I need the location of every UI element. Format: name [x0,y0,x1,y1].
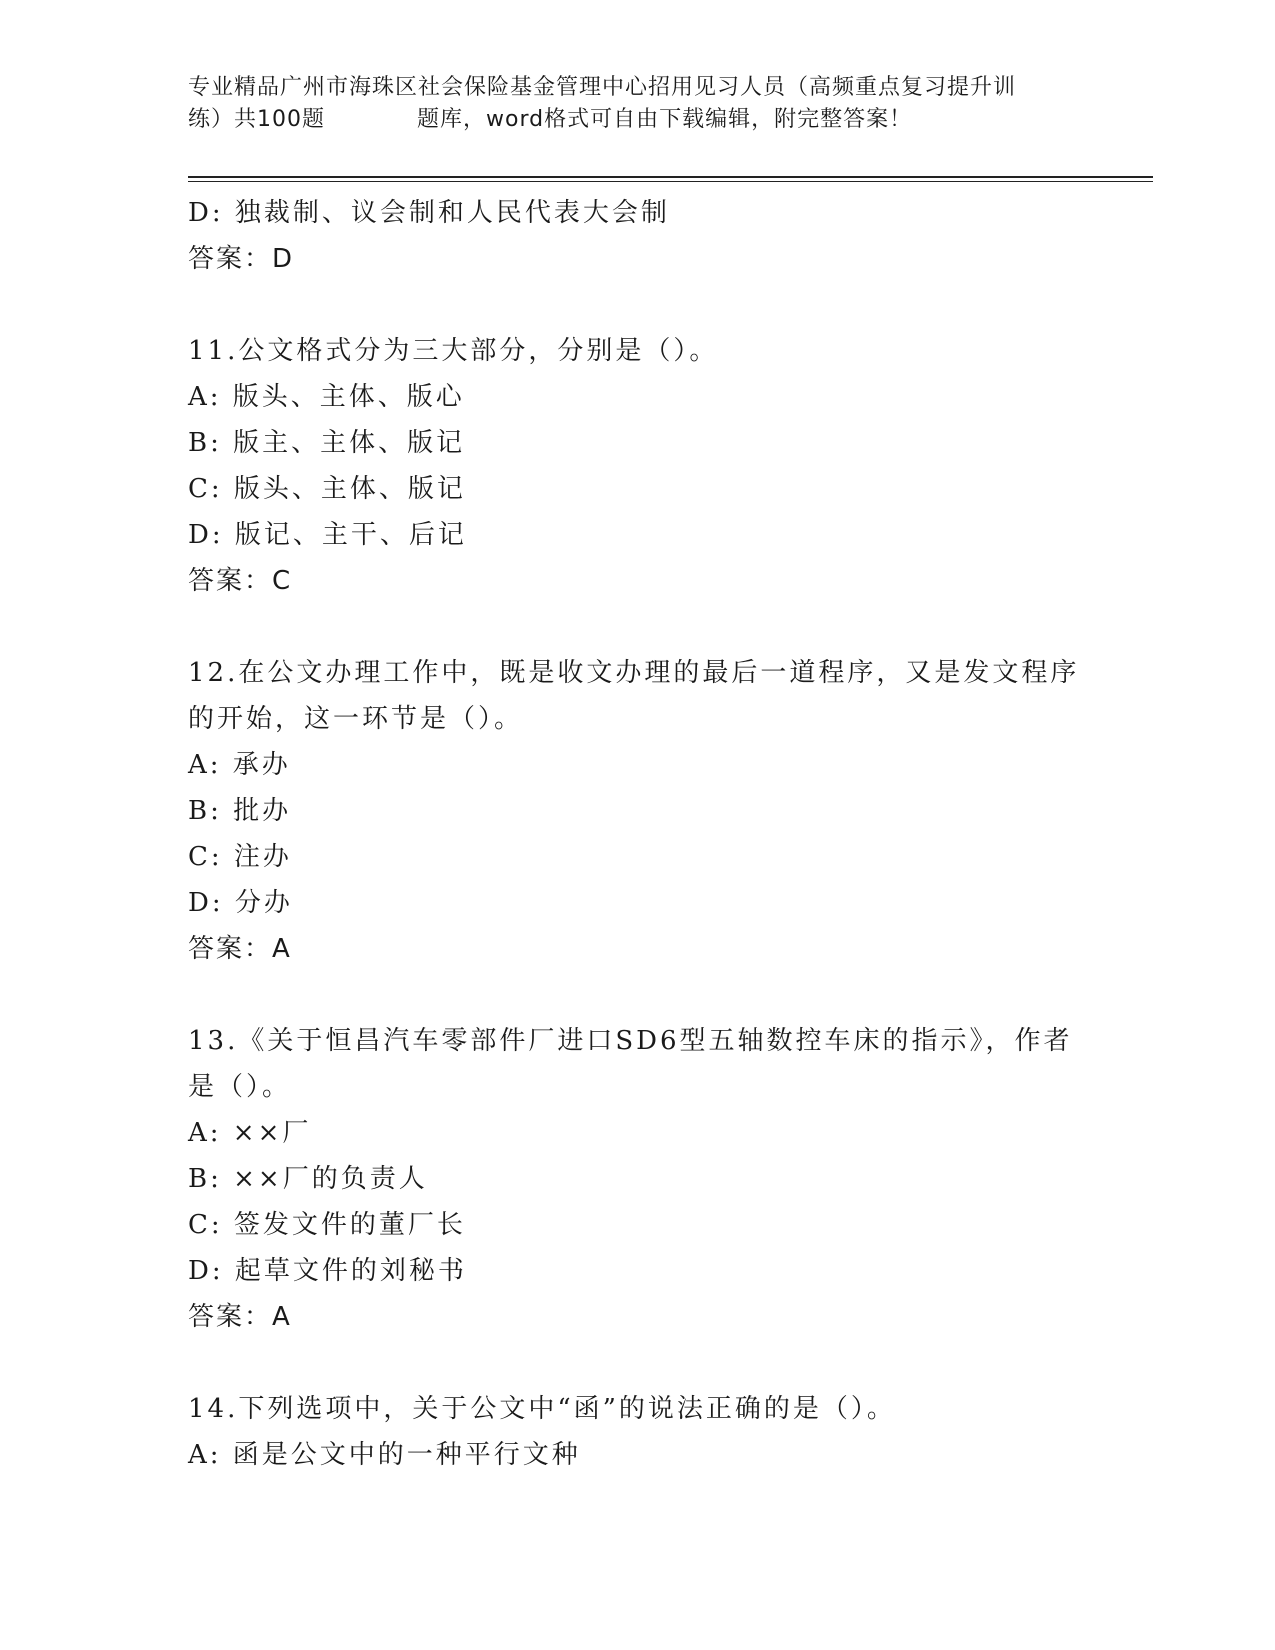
q11-option-a: A: 版头、主体、版心 [188,382,465,412]
q14-stem: 14.下列选项中，关于公文中“函”的说法正确的是（）。 [188,1394,896,1424]
q12-stem-line-1: 12.在公文办理工作中，既是收文办理的最后一道程序，又是发文程序 [188,658,1080,688]
q13-stem-line-2: 是（）。 [188,1072,292,1102]
q13-option-d: D: 起草文件的刘秘书 [188,1256,467,1286]
q13-answer: 答案：A [188,1302,292,1332]
q11-stem: 11.公文格式分为三大部分，分别是（）。 [188,336,719,366]
header-rule-thick [188,176,1153,178]
spacer [188,972,1088,1018]
q13-option-b: B: ××厂的负责人 [188,1164,428,1194]
q13-stem-line-1: 13.《关于恒昌汽车零部件厂进口SD6型五轴数控车床的指示》，作者 [188,1026,1073,1056]
q12-option-a: A: 承办 [188,750,291,780]
header-line-1: 专业精品广州市海珠区社会保险基金管理中心招用见习人员（高频重点复习提升训 [188,75,1017,100]
q11-option-b: B: 版主、主体、版记 [188,428,466,458]
spacer [188,1340,1088,1386]
spacer [188,604,1088,650]
q13-option-c: C: 签发文件的董厂长 [188,1210,466,1240]
spacer [188,282,1088,328]
q11-option-c: C: 版头、主体、版记 [188,474,466,504]
q12-option-d: D: 分办 [188,888,293,918]
question-list [188,190,1088,1478]
q14-option-a: A: 函是公文中的一种平行文种 [188,1440,581,1470]
header-line-2: 练）共100题 题库，word格式可自由下载编辑，附完整答案！ [188,107,913,132]
q12-answer: 答案：A [188,934,292,964]
q11-answer: 答案：C [188,566,293,596]
q11-option-d: D: 版记、主干、后记 [188,520,467,550]
q12-option-c: C: 注办 [188,842,292,872]
document-header [188,72,1088,136]
q10-answer: 答案：D [188,244,295,274]
q12-option-b: B: 批办 [188,796,292,826]
q10-option-d: D: 独裁制、议会制和人民代表大会制 [188,198,670,228]
header-rule-thin [188,181,1153,182]
q13-option-a: A: ××厂 [188,1118,312,1148]
q12-stem-line-2: 的开始，这一环节是（）。 [188,704,524,734]
